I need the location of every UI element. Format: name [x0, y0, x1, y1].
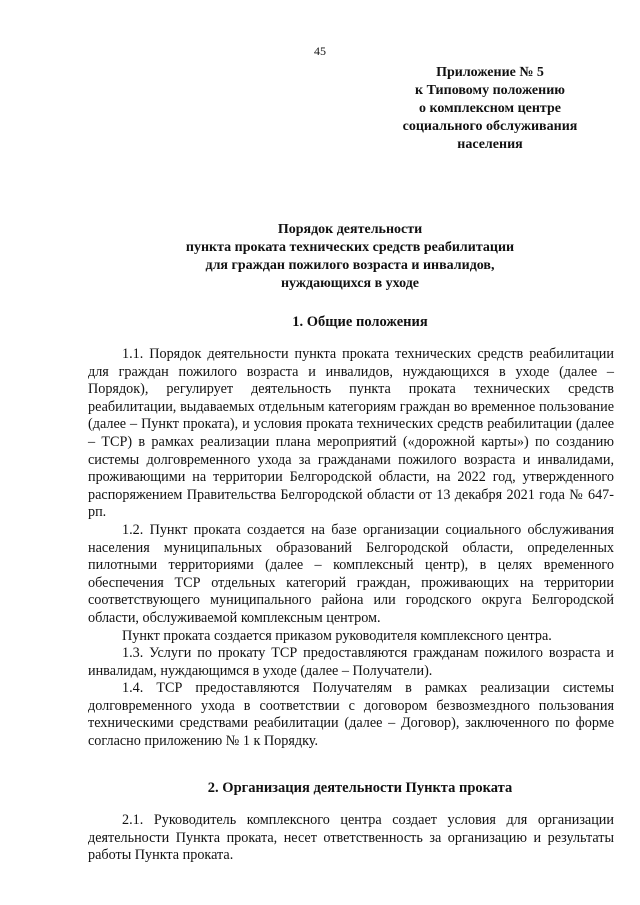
paragraph-1-4: 1.4. ТСР предоставляются Получателям в рамках реализации системы долговременного ухода в соответствии с договором безвозмездного пользования техническими средствами реабилитации (далее – Договор), заключенного по форме согласно приложению № 1 к Порядку. — [88, 680, 614, 750]
section-1-body — [88, 346, 614, 751]
title-line: нуждающихся в уходе — [280, 276, 419, 291]
appendix-line: о комплексном центре — [419, 101, 561, 116]
title-line: для граждан пожилого возраста и инвалидов, — [205, 258, 495, 273]
title-line: Порядок деятельности — [277, 222, 423, 237]
paragraph-1-1: 1.1. Порядок деятельности пункта проката технических средств реабилитации для граждан пожилого возраста и инвалидов, нуждающихся в уходе (далее – Порядок), регулирует деятельность пункта проката технических средств реабилитации, выдаваемых отдельным категориям граждан во временное пользование (далее – Пункт проката), и условия проката технических средств реабилитации (далее – ТСР) в рамках реализации плана мероприятий («дорожной карты») по созданию системы долговременного ухода за гражданами пожилого возраста и инвалидами, проживающими на территории Белгородской области, на 2022 год, утвержденного распоряжением Правительства Белгородской области от 13 декабря 2021 года № 647-рп. — [88, 346, 614, 521]
section-2-heading: 2. Организация деятельности Пункта проката — [207, 780, 513, 796]
section-2-body — [88, 812, 614, 865]
document-title — [100, 221, 600, 293]
paragraph-2-1: 2.1. Руководитель комплексного центра создает условия для организации деятельности Пункта проката, несет ответственность за организацию и результаты работы Пункта проката. — [88, 812, 614, 864]
paragraph-1-2-note: Пункт проката создается приказом руководителя комплексного центра. — [122, 627, 552, 644]
appendix-block — [380, 64, 600, 154]
appendix-line: населения — [457, 137, 523, 152]
appendix-line: социального обслуживания — [402, 119, 578, 134]
paragraph-1-2: 1.2. Пункт проката создается на базе организации социального обслуживания населения муниципальных образований Белгородской области, определенных пилотными территориями (далее – комплексный центр), в целях временного обеспечения ТСР отдельных категорий граждан, проживающих на территории соответствующего муниципального района или городского округа Белгородской области, обслуживаемой комплексным центром. — [88, 521, 614, 626]
paragraph-1-3: 1.3. Услуги по прокату ТСР предоставляются гражданам пожилого возраста и инвалидам, нуждающимся в уходе (далее – Получатели). — [88, 645, 614, 679]
section-1-heading: 1. Общие положения — [292, 314, 428, 330]
page-number: 45 — [314, 44, 326, 58]
title-line: пункта проката технических средств реабилитации — [185, 240, 515, 255]
appendix-line: к Типовому положению — [415, 83, 565, 98]
appendix-line: Приложение № 5 — [436, 65, 544, 80]
